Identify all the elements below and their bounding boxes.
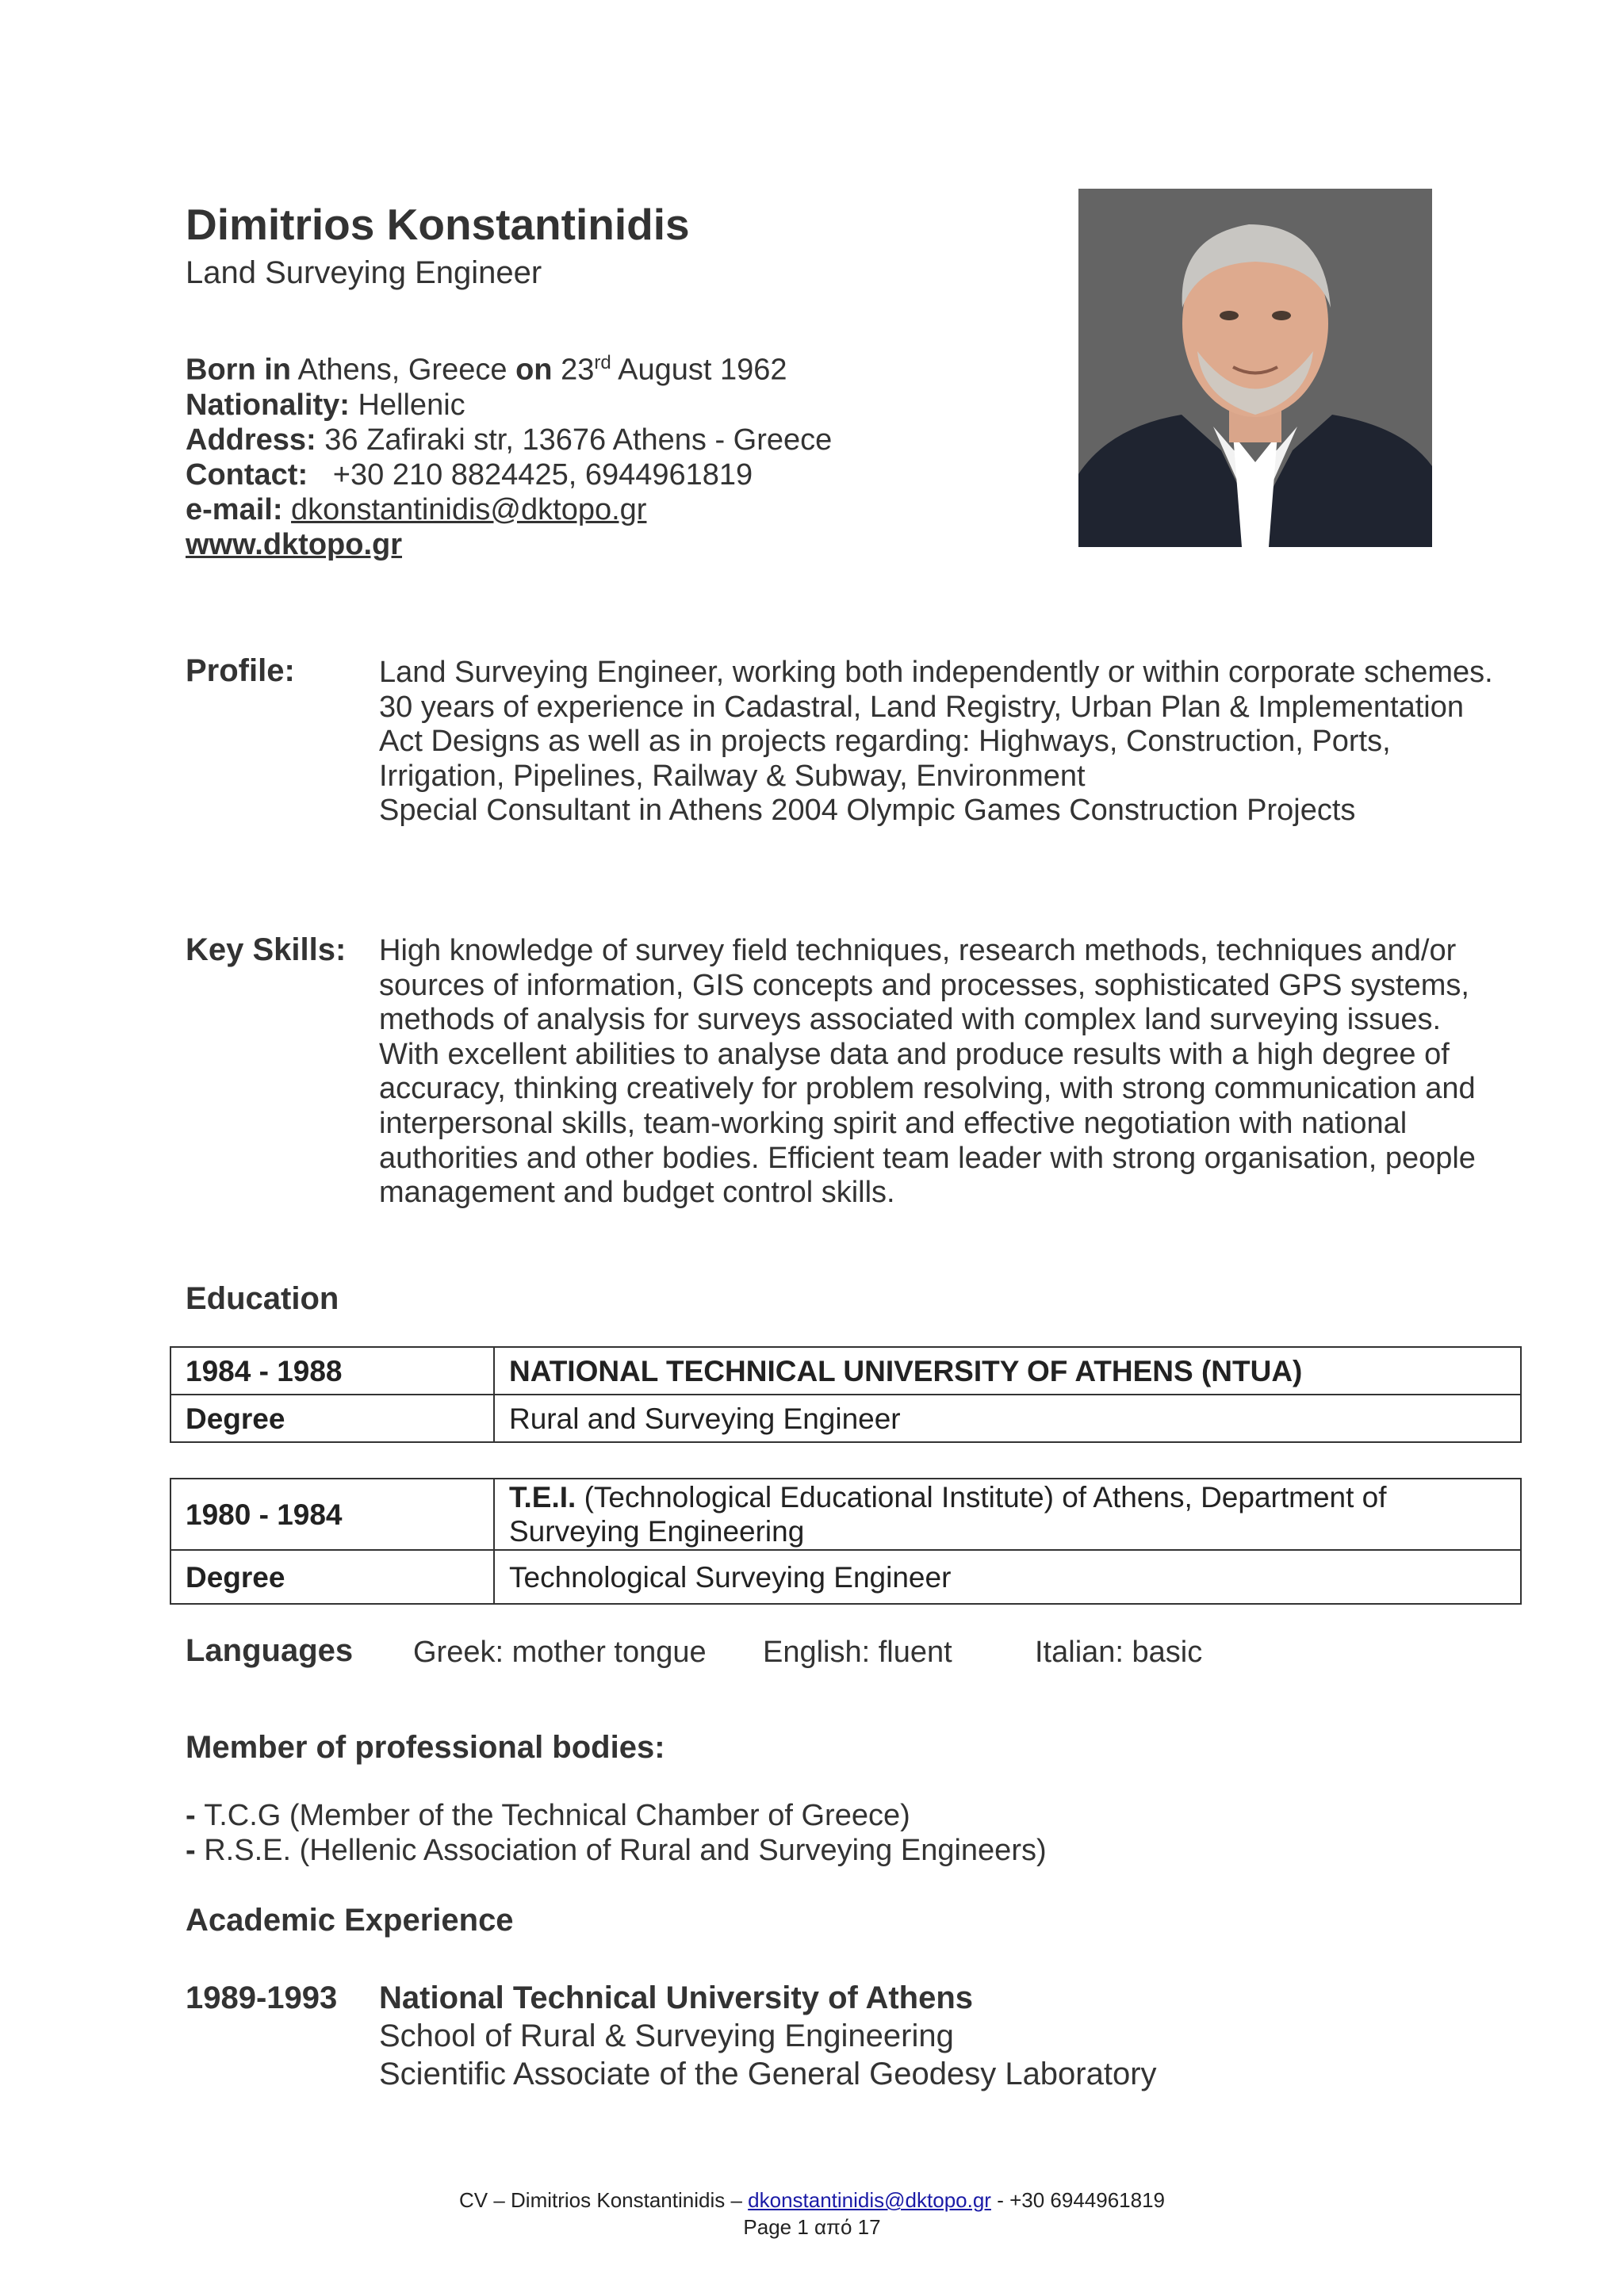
footer-email-link[interactable]: dkonstantinidis@dktopo.gr [748,2188,991,2212]
website-link[interactable]: www.dktopo.gr [186,527,403,561]
bodies-heading: Member of professional bodies: [186,1730,665,1765]
nationality-line [186,388,832,423]
education-degree-label: Degree [170,1550,494,1604]
list-item: - T.C.G (Member of the Technical Chamber of Greece) [186,1799,910,1832]
profile-line-3: Special Consultant in Athens 2004 Olympic Games Construction Projects [379,794,1356,828]
footer-contact-line [0,2187,1624,2214]
key-skills-text: High knowledge of survey field techniques, research methods, techniques and/or sources of information, GIS concepts and processes, sophisticated GPS systems, methods of analysis for surveys associated with complex land surveying issues. With excellent abilities to analyse data and produce results with a high degree of accuracy, thinking creatively for problem resolving, with strong communication and interpersonal skills, team-working spirit and effective negotiation with national authorities and other bodies. Efficient team leader with strong organisation, people management and budget control skills. [379,934,1476,1210]
page-number: Page 1 από 17 [743,2215,881,2239]
academic-heading: Academic Experience [186,1903,514,1938]
academic-school: School of Rural & Surveying Engineering [379,2019,954,2053]
footer-phone: - +30 6944961819 [997,2188,1165,2212]
body-tcg: T.C.G (Member of the Technical Chamber of Greece) [204,1799,910,1832]
education-institution [494,1479,1521,1550]
born-label: Born in [186,353,291,387]
email-label: e-mail: [186,492,283,526]
profile-text [379,656,1505,828]
academic-details [379,1979,1157,2093]
education-degree: Technological Surveying Engineer [494,1550,1521,1604]
address-label: Address: [186,423,316,457]
birth-line [186,346,832,388]
address-value: 36 Zafiraki str, 13676 Athens - Greece [324,423,833,457]
academic-role: Scientific Associate of the General Geodesy Laboratory [379,2057,1157,2091]
portrait-illustration [1078,189,1432,547]
born-place: Athens, Greece [297,353,508,387]
personal-details [186,346,832,562]
key-skills-label: Key Skills: [186,932,347,967]
nationality-label: Nationality: [186,388,350,422]
table-row [170,1347,1521,1395]
profile-label: Profile: [186,653,295,688]
contact-value: +30 210 8824425, 6944961819 [332,457,753,492]
born-month-year: August 1962 [618,353,787,387]
email-line [186,492,832,527]
contact-line [186,457,832,492]
table-row [170,1550,1521,1604]
education-degree: Rural and Surveying Engineer [494,1395,1521,1442]
profile-line-1: Land Surveying Engineer, working both independently or within corporate schemes. [379,656,1493,689]
on-label: on [515,353,553,387]
education-table-ntua [170,1346,1522,1443]
table-row [170,1395,1521,1442]
language-italian: Italian: basic [1035,1636,1203,1669]
profile-line-2: 30 years of experience in Cadastral, Land Registry, Urban Plan & Implementation Act Designs as well as in projects regarding: Highways, Construction, Ports, Irrigation, Pipelines, Railway & Subway, Environment [379,690,1465,793]
education-table-tei [170,1478,1522,1605]
born-day-suffix: rd [594,352,611,373]
nationality-value: Hellenic [358,388,465,422]
body-rse: R.S.E. (Hellenic Association of Rural and Surveying Engineers) [204,1834,1047,1867]
profile-photo [1078,189,1432,547]
education-institution-name: (Technological Educational Institute) of Athens, Department of Surveying Engineering [509,1481,1387,1548]
cv-job-title: Land Surveying Engineer [186,255,542,290]
education-heading: Education [186,1281,339,1316]
languages-heading: Languages [186,1633,354,1668]
education-institution: NATIONAL TECHNICAL UNIVERSITY OF ATHENS (NTUA) [494,1347,1521,1395]
footer-prefix: CV – Dimitrios Konstantinidis – [459,2188,742,2212]
language-greek: Greek: mother tongue [413,1636,707,1669]
address-line [186,423,832,457]
email-link[interactable]: dkonstantinidis@dktopo.gr [291,492,647,526]
education-institution-abbr: T.E.I. [509,1481,576,1513]
education-years: 1980 - 1984 [170,1479,494,1550]
table-row [170,1479,1521,1550]
contact-label: Contact: [186,457,308,492]
academic-institution: National Technical University of Athens [379,1980,974,2015]
bodies-list [186,1798,1047,1868]
education-years: 1984 - 1988 [170,1347,494,1395]
page-footer [0,2187,1624,2241]
born-day: 23 [561,353,595,387]
website-line [186,527,832,562]
language-english: English: fluent [763,1636,952,1669]
cv-name: Dimitrios Konstantinidis [186,200,690,249]
academic-years: 1989-1993 [186,1980,338,2015]
list-item: - R.S.E. (Hellenic Association of Rural and Surveying Engineers) [186,1834,1047,1867]
education-degree-label: Degree [170,1395,494,1442]
